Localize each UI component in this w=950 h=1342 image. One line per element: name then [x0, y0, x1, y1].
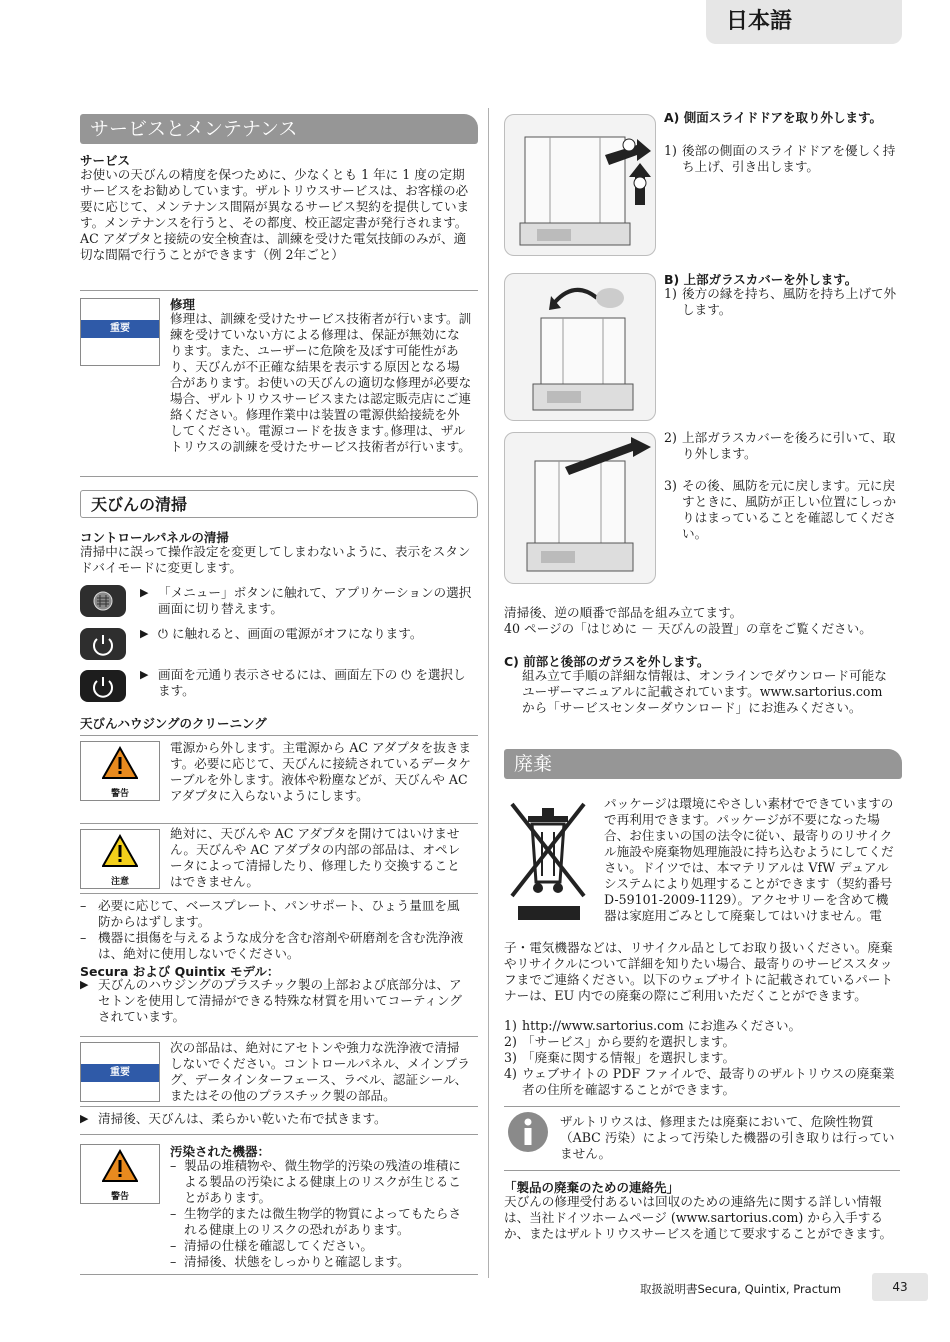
repair-text: 修理は、訓練を受けたサービス技術者が行います。訓練を受けていない方による修理は、保証が無効になります。また、ユーザーに危険を及ぼす可能性があり、天びんが不正確な結果を表示する原因となる場合があります。お使いの天びんの適切な修理が必要な場合、ザルトリウスサービスまたは認定販売店にご連絡ください。修理作業中は装置の電源供給接続を外してください。電源コードを抜きます｡修理は、ザルトリウスの訓練を受けたサービス技術者が行います。 — [170, 311, 472, 454]
power-key-icon — [80, 670, 126, 702]
wipe-text: ▶ 清掃後、天びんは、柔らかい乾いた布で拭きます。 — [80, 1111, 387, 1126]
step-a-1: 1) 後部の側面のスライドドアを優しく持ち上げ、引き出します。 — [664, 143, 896, 174]
caution-text: 絶対に、天びんや AC アダプタを開けてはいけません。天びんや AC アダプタの内部の部品は、オペレータによって清掃したり、修理したり交換することはできません。 — [170, 826, 461, 889]
service-text: お使いの天びんの精度を保つために、少なくとも 1 年に 1 度の定期サービスをお勧めしています。ザルトリウスサービスは、お客様の必要に応じて、メンテナンス間隔が異なるサービス契約を提供しています。メンテナンスを行うと、その都度、校正認定書が発行されます。AC アダプタと接続の安全検査は、訓練を受けた電気技師のみが、適切な間隔で行うことができます（例 2年ごと） — [80, 167, 470, 262]
important-box — [80, 298, 160, 366]
disposal-steps: 1) http://www.sartorius.com にお進みください。 2) 「サービス」から要約を選択します。 3) 「廃棄に関する情報」を選択します。 4) ウェブサイトの PDF ファイルで、最寄りのザルトリウスの廃棄業者の住所を確認することができます。 — [504, 1018, 895, 1097]
disposal-heading: 廃棄 — [504, 749, 902, 779]
models-text: ▶ 天びんのハウジングのプラスチック製の上部および底部分は、アセトンを使用して清掃ができる特殊な材質を用いてコーティングされています。 — [80, 977, 462, 1024]
step-1: ▶ 「メニュー」ボタンに触れて、アプリケーションの選択画面に切り替えます。 — [140, 585, 472, 616]
info-icon — [508, 1112, 548, 1152]
caution-triangle-icon — [102, 834, 138, 868]
see-page-text: 40 ページの「はじめに － 天びんの設置」の章をご覧ください。 — [504, 621, 872, 636]
balance-photo-b1 — [504, 273, 656, 421]
menu-key-icon — [80, 585, 126, 617]
page-number: 43 — [872, 1273, 928, 1301]
disposal-text-bottom: 子・電気機器などは、リサイクル品としてお取り扱いください。廃棄やリサイクルについて詳細を知りたい場合、最寄りのサービススタッフまでご連絡ください。以下のウェブサイトに記載されているパートナーは、EU 内での廃棄の際にご利用いただくことができます。 — [504, 940, 894, 1003]
service-subheading: サービス — [80, 153, 131, 168]
balance-photo-a — [504, 114, 656, 256]
power-key-icon — [80, 628, 126, 660]
control-panel-text: 清掃中に誤って操作設定を変更してしまわないように、表示をスタンドバイモードに変更します。 — [80, 544, 471, 575]
contact-title: 「製品の廃棄のための連絡先」 — [504, 1180, 680, 1195]
step-b-2: 2) 上部ガラスカバーを後ろに引いて、取り外します。 — [664, 430, 896, 461]
manual-title: 取扱説明書Secura, Quintix, Practum — [640, 1282, 842, 1296]
dash-item: – 機器に損傷を与えるような成分を含む溶剤や研磨剤を含む洗浄液は、絶対に使用しないでください。 — [80, 930, 464, 961]
step-c-title: C) 前部と後部のガラスを外します。 — [504, 654, 710, 669]
contaminated-list: – 製品の堆積物や、微生物学的汚染の残渣の堆積による製品の汚染による健康上のリスクが生じることがあります。 – 生物学的または微生物学的物質によってもたらされる健康上のリスクの恐れがあります。 – 清掃の仕様を確認してください。 – 清掃後、状態をしっかりと確認します。 — [170, 1158, 462, 1269]
step-b-title: B) 上部ガラスカバーを外します。 — [664, 272, 858, 287]
important-2-text: 次の部品は、絶対にアセトンや強力な洗浄液で清掃しないでください。コントロールパネル、メインプラグ、データインターフェース、ラベル、認証シール、またはその他のプラスチック製の部品。 — [170, 1040, 470, 1103]
service-maintenance-heading: サービスとメンテナンス — [80, 114, 478, 144]
warning-1-text: 電源から外します。主電源から AC アダプタを抜きます。必要に応じて、天びんに接続されているデータケーブルを外します。液体や粉塵などが、天びんや AC アダプタに入らないようにします。 — [170, 740, 472, 803]
reassemble-text: 清掃後、逆の順番で部品を組み立てます。 — [504, 605, 743, 620]
warning-triangle-icon — [102, 1149, 138, 1183]
warning-box: 警告 — [80, 741, 160, 801]
dash-item: – 必要に応じて、ベースプレート、パンサポート、ひょう量皿を風防からはずします。 — [80, 898, 460, 929]
repair-title: 修理 — [170, 297, 196, 312]
housing-subheading: 天びんハウジングのクリーニング — [80, 716, 267, 731]
contaminated-title: 汚染された機器： — [170, 1144, 271, 1159]
step-2: ▶ ⏻ に触れると、画面の電源がオフになります。 — [140, 626, 423, 641]
info-text: ザルトリウスは、修理または廃棄において、危険性物質（ABC 汚染）によって汚染した機器の引き取りは行っていません。 — [560, 1114, 895, 1161]
cleaning-heading: 天びんの清掃 — [80, 490, 478, 518]
step-b-1: 1) 後方の縁を持ち、風防を持ち上げて外します。 — [664, 286, 897, 317]
step-3: ▶ 画面を元通り表示させるには、画面左下の ⏻ を選択します。 — [140, 667, 466, 698]
step-a-title: A) 側面スライドドアを取り外します。 — [664, 110, 882, 125]
warning-triangle-icon — [102, 746, 138, 780]
crossed-bin-icon — [504, 796, 594, 926]
contact-text: 天びんの修理受付あるいは回収のための連絡先に関する詳しい情報は、当社ドイツホームページ (www.sartorius.com) から入手するか、またはザルトリウスサービスを通じて要求することができます。 — [504, 1194, 893, 1241]
step-c-text: 組み立て手順の詳細な情報は、オンラインでダウンロード可能なユーザーマニュアルに記載されています。www.sartorius.com から「サービスセンターダウンロード」にお進みください。 — [522, 668, 887, 715]
balance-photo-b2 — [504, 432, 656, 584]
disposal-text-top: パッケージは環境にやさしい素材でできていますので再利用できます。パッケージが不要になった場合、お住まいの国の法令に従い、最寄りのリサイクル施設や廃棄物処理施設に持ち込むようにしてください。ドイツでは、本マテリアルは VfW デュアルシステムにより処理することができます（契約番号 D-59101-2009-1129）。アクセサリーを含めて機器は家庭用ごみとして廃棄してはいけません。電 — [604, 796, 894, 923]
models-subheading: Secura および Quintix モデル： — [80, 964, 280, 979]
step-b-3: 3) その後、風防を元に戻します。元に戻すときに、風防が正しい位置にしっかりはまっていることを確認してください。 — [664, 478, 897, 541]
control-panel-subheading: コントロールパネルの清掃 — [80, 530, 229, 545]
language-tab: 日本語 — [706, 0, 902, 44]
important-box: 重要 — [80, 1042, 160, 1102]
important-badge: 重要 — [81, 320, 159, 338]
caution-box: 注意 — [80, 829, 160, 889]
warning-box: 警告 — [80, 1144, 160, 1204]
